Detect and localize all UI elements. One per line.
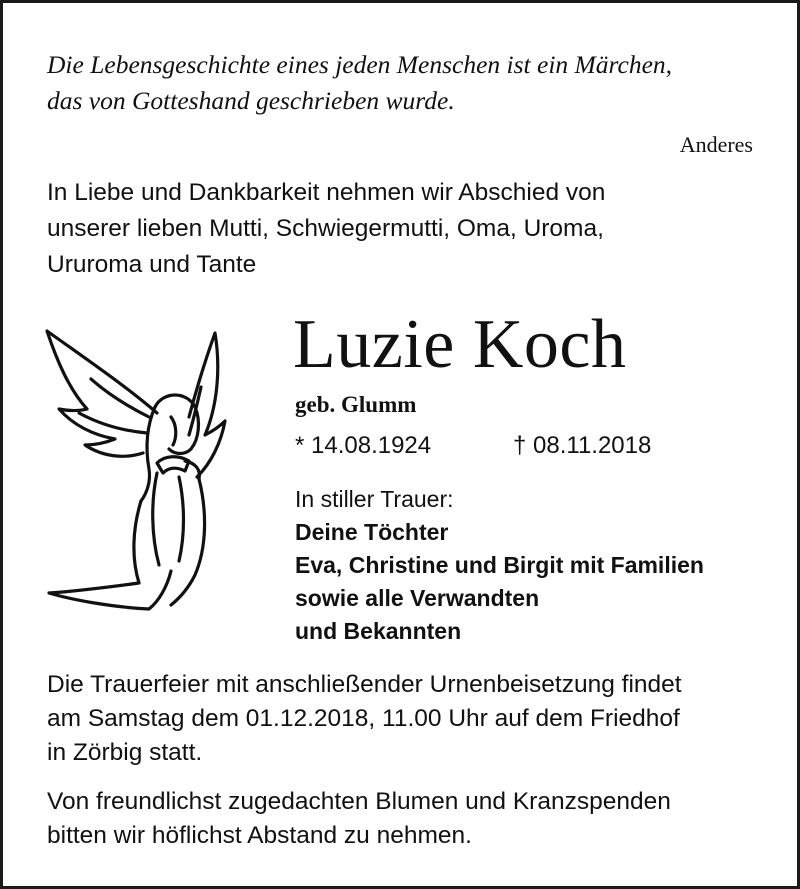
mourners-block xyxy=(295,483,704,648)
mourner-line: sowie alle Verwandten xyxy=(295,585,540,611)
maiden-name: geb. Glumm xyxy=(295,392,417,417)
funeral-line: Die Trauerfeier mit anschließender Urnenbeisetzung findet xyxy=(47,671,682,698)
mourner-line: Eva, Christine und Birgit mit Familien xyxy=(295,552,704,578)
quote-author: Anderes xyxy=(679,132,753,157)
death-date: † 08.11.2018 xyxy=(513,432,652,459)
intro-line: unserer lieben Mutti, Schwiegermutti, Oma, Uroma, xyxy=(47,215,604,242)
quote-text xyxy=(47,47,767,119)
quote-line: das von Gotteshand geschrieben wurde. xyxy=(47,86,455,115)
quote-line: Die Lebensgeschichte eines jeden Menschen ist ein Märchen, xyxy=(47,50,673,79)
funeral-line: in Zörbig statt. xyxy=(47,739,203,766)
birth-date: * 14.08.1924 xyxy=(295,432,432,459)
funeral-line: am Samstag dem 01.12.2018, 11.00 Uhr auf dem Friedhof xyxy=(47,705,680,732)
flowers-line: bitten wir höflichst Abstand zu nehmen. xyxy=(47,822,472,849)
praying-angel-icon xyxy=(39,321,229,621)
mourners-heading: In stiller Trauer: xyxy=(295,486,454,512)
intro-line: Ururoma und Tante xyxy=(47,251,257,278)
flowers-note xyxy=(47,785,767,853)
life-dates xyxy=(295,430,652,462)
flowers-line: Von freundlichst zugedachten Blumen und Kranzspenden xyxy=(47,788,671,815)
funeral-info xyxy=(47,668,767,770)
intro-text xyxy=(47,175,767,283)
mourner-line: Deine Töchter xyxy=(295,519,449,545)
intro-line: In Liebe und Dankbarkeit nehmen wir Abschied von xyxy=(47,179,606,206)
mourner-line: und Bekannten xyxy=(295,618,462,644)
deceased-name: Luzie Koch xyxy=(293,306,627,383)
